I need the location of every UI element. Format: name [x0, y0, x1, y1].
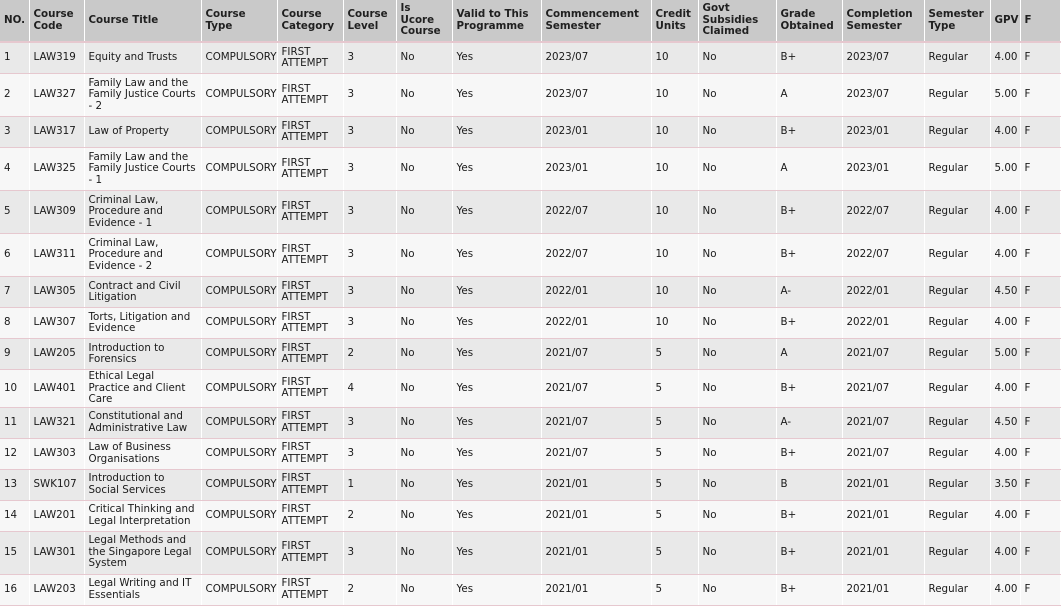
- column-header: Course Title: [84, 0, 201, 42]
- course-level: 3: [343, 74, 396, 117]
- course-level: 1: [343, 469, 396, 500]
- course-category: FIRST ATTEMPT: [277, 308, 343, 339]
- course-category: FIRST ATTEMPT: [277, 74, 343, 117]
- credit-units: 10: [651, 42, 698, 74]
- commencement-semester: 2021/07: [541, 407, 651, 438]
- grade-obtained: B+: [776, 500, 842, 531]
- course-type: COMPULSORY: [201, 531, 277, 574]
- course-category: FIRST ATTEMPT: [277, 117, 343, 148]
- valid-to-programme: Yes: [452, 500, 541, 531]
- completion-semester: 2022/07: [842, 234, 924, 277]
- course-level: 3: [343, 531, 396, 574]
- credit-units: 5: [651, 339, 698, 370]
- table-row: [0, 277, 1060, 308]
- commencement-semester: 2023/07: [541, 74, 651, 117]
- completion-semester: 2023/07: [842, 74, 924, 117]
- column-header: Govt Subsidies Claimed: [698, 0, 776, 42]
- govt-subsidies: No: [698, 117, 776, 148]
- row-number: 12: [0, 438, 29, 469]
- semester-type: Regular: [924, 469, 990, 500]
- credit-units: 5: [651, 574, 698, 605]
- semester-type: Regular: [924, 407, 990, 438]
- completion-semester: 2023/01: [842, 148, 924, 191]
- valid-to-programme: Yes: [452, 117, 541, 148]
- table-row: [0, 117, 1060, 148]
- extra-cell: F: [1020, 574, 1060, 605]
- credit-units: 10: [651, 234, 698, 277]
- extra-cell: F: [1020, 117, 1060, 148]
- course-level: 3: [343, 407, 396, 438]
- valid-to-programme: Yes: [452, 407, 541, 438]
- course-type: COMPULSORY: [201, 74, 277, 117]
- course-title: Family Law and the Family Justice Courts - 2: [84, 74, 201, 117]
- semester-type: Regular: [924, 438, 990, 469]
- table-body: [0, 42, 1060, 605]
- row-number: 9: [0, 339, 29, 370]
- semester-type: Regular: [924, 74, 990, 117]
- is-ucore: No: [396, 308, 452, 339]
- grade-obtained: B+: [776, 234, 842, 277]
- row-number: 3: [0, 117, 29, 148]
- course-title: Legal Methods and the Singapore Legal System: [84, 531, 201, 574]
- credit-units: 5: [651, 438, 698, 469]
- credit-units: 10: [651, 277, 698, 308]
- column-header: Course Type: [201, 0, 277, 42]
- column-header: F: [1020, 0, 1060, 42]
- grade-obtained: A: [776, 148, 842, 191]
- table-row: [0, 469, 1060, 500]
- valid-to-programme: Yes: [452, 308, 541, 339]
- is-ucore: No: [396, 370, 452, 408]
- valid-to-programme: Yes: [452, 148, 541, 191]
- gpv-value: 4.00: [990, 574, 1020, 605]
- commencement-semester: 2021/01: [541, 574, 651, 605]
- course-level: 3: [343, 42, 396, 74]
- grade-obtained: A-: [776, 277, 842, 308]
- course-category: FIRST ATTEMPT: [277, 339, 343, 370]
- course-category: FIRST ATTEMPT: [277, 370, 343, 408]
- course-code: LAW311: [29, 234, 84, 277]
- valid-to-programme: Yes: [452, 469, 541, 500]
- semester-type: Regular: [924, 42, 990, 74]
- course-title: Criminal Law, Procedure and Evidence - 1: [84, 191, 201, 234]
- is-ucore: No: [396, 117, 452, 148]
- course-code: LAW327: [29, 74, 84, 117]
- is-ucore: No: [396, 531, 452, 574]
- grade-obtained: B+: [776, 42, 842, 74]
- course-level: 3: [343, 308, 396, 339]
- extra-cell: F: [1020, 42, 1060, 74]
- credit-units: 5: [651, 407, 698, 438]
- table-row: [0, 339, 1060, 370]
- extra-cell: F: [1020, 407, 1060, 438]
- course-category: FIRST ATTEMPT: [277, 277, 343, 308]
- course-code: LAW301: [29, 531, 84, 574]
- semester-type: Regular: [924, 370, 990, 408]
- course-type: COMPULSORY: [201, 339, 277, 370]
- is-ucore: No: [396, 42, 452, 74]
- govt-subsidies: No: [698, 407, 776, 438]
- course-level: 3: [343, 234, 396, 277]
- table-row: [0, 191, 1060, 234]
- column-header: NO.: [0, 0, 29, 42]
- course-category: FIRST ATTEMPT: [277, 574, 343, 605]
- gpv-value: 4.00: [990, 191, 1020, 234]
- govt-subsidies: No: [698, 234, 776, 277]
- credit-units: 5: [651, 500, 698, 531]
- grade-obtained: B+: [776, 308, 842, 339]
- extra-cell: F: [1020, 74, 1060, 117]
- grade-obtained: B+: [776, 191, 842, 234]
- course-code: LAW305: [29, 277, 84, 308]
- course-code: LAW325: [29, 148, 84, 191]
- course-category: FIRST ATTEMPT: [277, 234, 343, 277]
- is-ucore: No: [396, 438, 452, 469]
- table-row: [0, 500, 1060, 531]
- semester-type: Regular: [924, 500, 990, 531]
- column-header: Commencement Semester: [541, 0, 651, 42]
- gpv-value: 4.00: [990, 438, 1020, 469]
- course-code: LAW203: [29, 574, 84, 605]
- course-title: Torts, Litigation and Evidence: [84, 308, 201, 339]
- completion-semester: 2021/01: [842, 574, 924, 605]
- course-code: SWK107: [29, 469, 84, 500]
- gpv-value: 5.00: [990, 148, 1020, 191]
- govt-subsidies: No: [698, 574, 776, 605]
- course-title: Equity and Trusts: [84, 42, 201, 74]
- column-header: GPV: [990, 0, 1020, 42]
- credit-units: 5: [651, 370, 698, 408]
- extra-cell: F: [1020, 148, 1060, 191]
- commencement-semester: 2021/01: [541, 531, 651, 574]
- course-title: Critical Thinking and Legal Interpretation: [84, 500, 201, 531]
- row-number: 8: [0, 308, 29, 339]
- course-type: COMPULSORY: [201, 574, 277, 605]
- column-header: Completion Semester: [842, 0, 924, 42]
- row-number: 1: [0, 42, 29, 74]
- column-header: Semester Type: [924, 0, 990, 42]
- is-ucore: No: [396, 407, 452, 438]
- commencement-semester: 2021/01: [541, 500, 651, 531]
- govt-subsidies: No: [698, 74, 776, 117]
- course-title: Constitutional and Administrative Law: [84, 407, 201, 438]
- commencement-semester: 2023/01: [541, 148, 651, 191]
- semester-type: Regular: [924, 148, 990, 191]
- course-type: COMPULSORY: [201, 500, 277, 531]
- course-category: FIRST ATTEMPT: [277, 42, 343, 74]
- row-number: 4: [0, 148, 29, 191]
- row-number: 5: [0, 191, 29, 234]
- course-level: 3: [343, 438, 396, 469]
- commencement-semester: 2022/07: [541, 191, 651, 234]
- commencement-semester: 2021/07: [541, 438, 651, 469]
- extra-cell: F: [1020, 234, 1060, 277]
- course-level: 3: [343, 277, 396, 308]
- valid-to-programme: Yes: [452, 234, 541, 277]
- course-category: FIRST ATTEMPT: [277, 438, 343, 469]
- extra-cell: F: [1020, 531, 1060, 574]
- grade-obtained: A: [776, 339, 842, 370]
- course-level: 2: [343, 500, 396, 531]
- grade-obtained: A-: [776, 407, 842, 438]
- extra-cell: F: [1020, 500, 1060, 531]
- valid-to-programme: Yes: [452, 438, 541, 469]
- valid-to-programme: Yes: [452, 370, 541, 408]
- course-level: 4: [343, 370, 396, 408]
- course-title: Legal Writing and IT Essentials: [84, 574, 201, 605]
- course-category: FIRST ATTEMPT: [277, 500, 343, 531]
- column-header: Course Code: [29, 0, 84, 42]
- extra-cell: F: [1020, 308, 1060, 339]
- is-ucore: No: [396, 500, 452, 531]
- table-row: [0, 308, 1060, 339]
- completion-semester: 2023/01: [842, 117, 924, 148]
- course-title: Family Law and the Family Justice Courts - 1: [84, 148, 201, 191]
- course-category: FIRST ATTEMPT: [277, 191, 343, 234]
- commencement-semester: 2022/01: [541, 277, 651, 308]
- govt-subsidies: No: [698, 438, 776, 469]
- row-number: 11: [0, 407, 29, 438]
- gpv-value: 4.00: [990, 42, 1020, 74]
- table-row: [0, 574, 1060, 605]
- course-title: Introduction to Social Services: [84, 469, 201, 500]
- semester-type: Regular: [924, 117, 990, 148]
- govt-subsidies: No: [698, 469, 776, 500]
- course-level: 2: [343, 339, 396, 370]
- course-level: 3: [343, 191, 396, 234]
- is-ucore: No: [396, 469, 452, 500]
- govt-subsidies: No: [698, 148, 776, 191]
- grade-obtained: B+: [776, 574, 842, 605]
- column-header: Grade Obtained: [776, 0, 842, 42]
- completion-semester: 2021/01: [842, 531, 924, 574]
- completion-semester: 2022/07: [842, 191, 924, 234]
- course-code: LAW319: [29, 42, 84, 74]
- is-ucore: No: [396, 574, 452, 605]
- course-type: COMPULSORY: [201, 308, 277, 339]
- row-number: 10: [0, 370, 29, 408]
- row-number: 6: [0, 234, 29, 277]
- course-code: LAW321: [29, 407, 84, 438]
- course-type: COMPULSORY: [201, 117, 277, 148]
- course-code: LAW201: [29, 500, 84, 531]
- row-number: 14: [0, 500, 29, 531]
- row-number: 7: [0, 277, 29, 308]
- completion-semester: 2021/07: [842, 370, 924, 408]
- gpv-value: 3.50: [990, 469, 1020, 500]
- valid-to-programme: Yes: [452, 74, 541, 117]
- semester-type: Regular: [924, 234, 990, 277]
- semester-type: Regular: [924, 191, 990, 234]
- grade-obtained: B+: [776, 117, 842, 148]
- course-type: COMPULSORY: [201, 277, 277, 308]
- completion-semester: 2021/01: [842, 469, 924, 500]
- completion-semester: 2023/07: [842, 42, 924, 74]
- valid-to-programme: Yes: [452, 277, 541, 308]
- commencement-semester: 2023/07: [541, 42, 651, 74]
- table-row: [0, 370, 1060, 408]
- extra-cell: F: [1020, 370, 1060, 408]
- course-category: FIRST ATTEMPT: [277, 407, 343, 438]
- course-level: 3: [343, 117, 396, 148]
- semester-type: Regular: [924, 574, 990, 605]
- credit-units: 10: [651, 117, 698, 148]
- credit-units: 10: [651, 191, 698, 234]
- row-number: 2: [0, 74, 29, 117]
- credit-units: 10: [651, 148, 698, 191]
- completion-semester: 2021/07: [842, 339, 924, 370]
- completion-semester: 2021/07: [842, 438, 924, 469]
- table-row: [0, 148, 1060, 191]
- govt-subsidies: No: [698, 42, 776, 74]
- table-header-row: [0, 0, 1060, 42]
- extra-cell: F: [1020, 339, 1060, 370]
- column-header: Course Category: [277, 0, 343, 42]
- course-title: Ethical Legal Practice and Client Care: [84, 370, 201, 408]
- column-header: Credit Units: [651, 0, 698, 42]
- commencement-semester: 2022/01: [541, 308, 651, 339]
- column-header: Is Ucore Course: [396, 0, 452, 42]
- course-code: LAW317: [29, 117, 84, 148]
- commencement-semester: 2021/07: [541, 339, 651, 370]
- gpv-value: 4.00: [990, 117, 1020, 148]
- valid-to-programme: Yes: [452, 531, 541, 574]
- govt-subsidies: No: [698, 191, 776, 234]
- row-number: 13: [0, 469, 29, 500]
- course-type: COMPULSORY: [201, 469, 277, 500]
- is-ucore: No: [396, 74, 452, 117]
- column-header: Valid to This Programme: [452, 0, 541, 42]
- grade-obtained: B+: [776, 531, 842, 574]
- gpv-value: 4.00: [990, 500, 1020, 531]
- credit-units: 5: [651, 469, 698, 500]
- gpv-value: 5.00: [990, 339, 1020, 370]
- course-code: LAW307: [29, 308, 84, 339]
- gpv-value: 4.50: [990, 277, 1020, 308]
- commencement-semester: 2021/01: [541, 469, 651, 500]
- is-ucore: No: [396, 339, 452, 370]
- course-code: LAW205: [29, 339, 84, 370]
- extra-cell: F: [1020, 469, 1060, 500]
- credit-units: 10: [651, 74, 698, 117]
- course-code: LAW309: [29, 191, 84, 234]
- course-code: LAW303: [29, 438, 84, 469]
- row-number: 16: [0, 574, 29, 605]
- table-row: [0, 407, 1060, 438]
- table-row: [0, 438, 1060, 469]
- commencement-semester: 2021/07: [541, 370, 651, 408]
- completion-semester: 2021/01: [842, 500, 924, 531]
- course-type: COMPULSORY: [201, 438, 277, 469]
- course-title: Introduction to Forensics: [84, 339, 201, 370]
- semester-type: Regular: [924, 531, 990, 574]
- course-title: Law of Business Organisations: [84, 438, 201, 469]
- is-ucore: No: [396, 234, 452, 277]
- completion-semester: 2021/07: [842, 407, 924, 438]
- gpv-value: 4.00: [990, 308, 1020, 339]
- semester-type: Regular: [924, 308, 990, 339]
- extra-cell: F: [1020, 277, 1060, 308]
- gpv-value: 4.00: [990, 370, 1020, 408]
- is-ucore: No: [396, 277, 452, 308]
- course-code: LAW401: [29, 370, 84, 408]
- commencement-semester: 2022/07: [541, 234, 651, 277]
- table-row: [0, 531, 1060, 574]
- course-level: 2: [343, 574, 396, 605]
- course-type: COMPULSORY: [201, 370, 277, 408]
- course-category: FIRST ATTEMPT: [277, 148, 343, 191]
- is-ucore: No: [396, 148, 452, 191]
- course-type: COMPULSORY: [201, 234, 277, 277]
- govt-subsidies: No: [698, 531, 776, 574]
- course-title: Law of Property: [84, 117, 201, 148]
- completion-semester: 2022/01: [842, 277, 924, 308]
- govt-subsidies: No: [698, 500, 776, 531]
- course-type: COMPULSORY: [201, 407, 277, 438]
- course-type: COMPULSORY: [201, 148, 277, 191]
- credit-units: 5: [651, 531, 698, 574]
- table-row: [0, 234, 1060, 277]
- govt-subsidies: No: [698, 277, 776, 308]
- course-title: Criminal Law, Procedure and Evidence - 2: [84, 234, 201, 277]
- valid-to-programme: Yes: [452, 574, 541, 605]
- valid-to-programme: Yes: [452, 42, 541, 74]
- grade-obtained: A: [776, 74, 842, 117]
- valid-to-programme: Yes: [452, 339, 541, 370]
- completion-semester: 2022/01: [842, 308, 924, 339]
- gpv-value: 4.50: [990, 407, 1020, 438]
- govt-subsidies: No: [698, 308, 776, 339]
- course-type: COMPULSORY: [201, 191, 277, 234]
- extra-cell: F: [1020, 438, 1060, 469]
- course-category: FIRST ATTEMPT: [277, 531, 343, 574]
- valid-to-programme: Yes: [452, 191, 541, 234]
- row-number: 15: [0, 531, 29, 574]
- course-category: FIRST ATTEMPT: [277, 469, 343, 500]
- gpv-value: 4.00: [990, 531, 1020, 574]
- table-row: [0, 74, 1060, 117]
- semester-type: Regular: [924, 339, 990, 370]
- course-level: 3: [343, 148, 396, 191]
- credit-units: 10: [651, 308, 698, 339]
- gpv-value: 5.00: [990, 74, 1020, 117]
- course-type: COMPULSORY: [201, 42, 277, 74]
- column-header: Course Level: [343, 0, 396, 42]
- table-row: [0, 42, 1060, 74]
- grade-obtained: B+: [776, 370, 842, 408]
- gpv-value: 4.00: [990, 234, 1020, 277]
- govt-subsidies: No: [698, 370, 776, 408]
- commencement-semester: 2023/01: [541, 117, 651, 148]
- course-title: Contract and Civil Litigation: [84, 277, 201, 308]
- grade-obtained: B: [776, 469, 842, 500]
- govt-subsidies: No: [698, 339, 776, 370]
- is-ucore: No: [396, 191, 452, 234]
- grade-obtained: B+: [776, 438, 842, 469]
- semester-type: Regular: [924, 277, 990, 308]
- extra-cell: F: [1020, 191, 1060, 234]
